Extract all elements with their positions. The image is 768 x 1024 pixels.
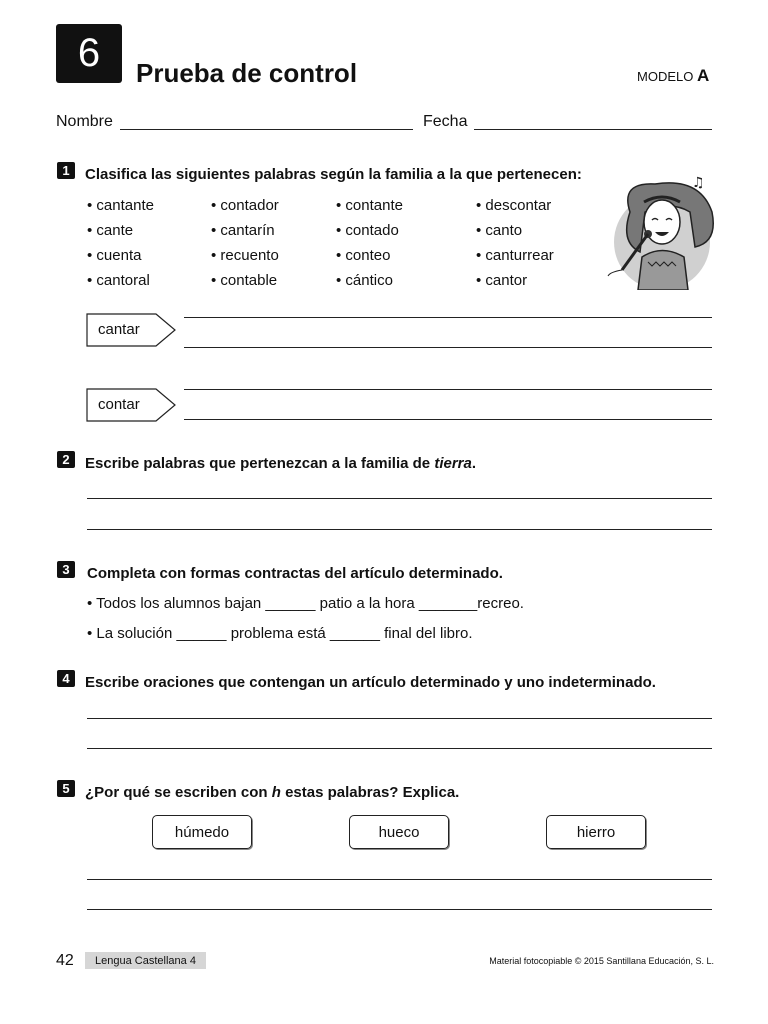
copyright-text: Material fotocopiable © 2015 Santillana Educación, S. L. bbox=[489, 956, 714, 966]
answer-line[interactable] bbox=[87, 748, 712, 749]
word-box: húmedo bbox=[152, 815, 252, 849]
svg-text:♫: ♫ bbox=[692, 175, 705, 191]
date-label: Fecha bbox=[423, 113, 468, 130]
question-2-prefix: Escribe palabras que pertenezcan a la familia de bbox=[85, 455, 435, 472]
question-1-text: Clasifica las siguientes palabras según la familia a la que pertenecen: bbox=[85, 166, 582, 183]
question-3-text: Completa con formas contractas del artículo determinado. bbox=[87, 565, 503, 582]
question-2-keyword: tierra bbox=[434, 455, 472, 472]
question-5-keyword: h bbox=[271, 784, 281, 801]
word-item: • cantarín bbox=[211, 222, 275, 239]
question-5-prefix: ¿Por qué se escriben con bbox=[85, 784, 272, 801]
sentence-text: La solución ______ problema está ______ final del libro. bbox=[96, 625, 473, 642]
tag-label: cantar bbox=[98, 321, 140, 338]
word-item: • cuenta bbox=[87, 247, 141, 264]
question-5-suffix: estas palabras? Explica. bbox=[280, 784, 460, 801]
answer-line[interactable] bbox=[87, 718, 712, 719]
answer-line[interactable] bbox=[184, 347, 712, 348]
sentence-item: • Todos los alumnos bajan ______ patio a la hora _______recreo. bbox=[87, 595, 524, 612]
model-letter: A bbox=[696, 66, 710, 85]
question-number-1: 1 bbox=[57, 162, 75, 179]
model-text: MODELO bbox=[637, 69, 694, 84]
question-number-4: 4 bbox=[57, 670, 75, 687]
word-item: • cante bbox=[87, 222, 133, 239]
word-item: • conteo bbox=[336, 247, 390, 264]
word-box: hierro bbox=[546, 815, 646, 849]
book-label: Lengua Castellana 4 bbox=[85, 952, 206, 969]
family-tag-cantar bbox=[86, 313, 178, 347]
answer-line[interactable] bbox=[87, 529, 712, 530]
question-number-2: 2 bbox=[57, 451, 75, 468]
question-2-text bbox=[85, 455, 476, 472]
unit-number-box: 6 bbox=[56, 24, 122, 83]
answer-line[interactable] bbox=[184, 317, 712, 318]
word-item: • cántico bbox=[336, 272, 393, 289]
singer-illustration bbox=[600, 172, 722, 290]
question-number-5: 5 bbox=[57, 780, 75, 797]
answer-line[interactable] bbox=[184, 389, 712, 390]
word-item: • cantante bbox=[87, 197, 154, 214]
word-item: • cantoral bbox=[87, 272, 150, 289]
name-field-line[interactable] bbox=[120, 129, 413, 130]
word-item: • cantor bbox=[476, 272, 527, 289]
sentence-text: Todos los alumnos bajan ______ patio a la hora _______recreo. bbox=[96, 595, 524, 612]
question-5-text bbox=[85, 784, 459, 801]
family-tag-contar bbox=[86, 388, 178, 422]
answer-line[interactable] bbox=[87, 909, 712, 910]
sentence-item: • La solución ______ problema está ______ final del libro. bbox=[87, 625, 473, 642]
word-item: • contante bbox=[336, 197, 403, 214]
word-item: • canto bbox=[476, 222, 522, 239]
word-item: • descontar bbox=[476, 197, 551, 214]
date-field-line[interactable] bbox=[474, 129, 712, 130]
page-number: 42 bbox=[56, 952, 74, 969]
name-label: Nombre bbox=[56, 113, 113, 130]
model-label bbox=[637, 66, 709, 86]
tag-label: contar bbox=[98, 396, 140, 413]
answer-line[interactable] bbox=[184, 419, 712, 420]
word-item: • contable bbox=[211, 272, 277, 289]
word-item: • contado bbox=[336, 222, 399, 239]
answer-line[interactable] bbox=[87, 498, 712, 499]
question-number-3: 3 bbox=[57, 561, 75, 578]
word-item: • canturrear bbox=[476, 247, 554, 264]
question-4-text: Escribe oraciones que contengan un artículo determinado y uno indeterminado. bbox=[85, 674, 656, 691]
answer-line[interactable] bbox=[87, 879, 712, 880]
page-title: Prueba de control bbox=[136, 58, 358, 88]
word-box: hueco bbox=[349, 815, 449, 849]
word-item: • contador bbox=[211, 197, 279, 214]
word-item: • recuento bbox=[211, 247, 279, 264]
question-2-suffix: . bbox=[471, 455, 477, 472]
